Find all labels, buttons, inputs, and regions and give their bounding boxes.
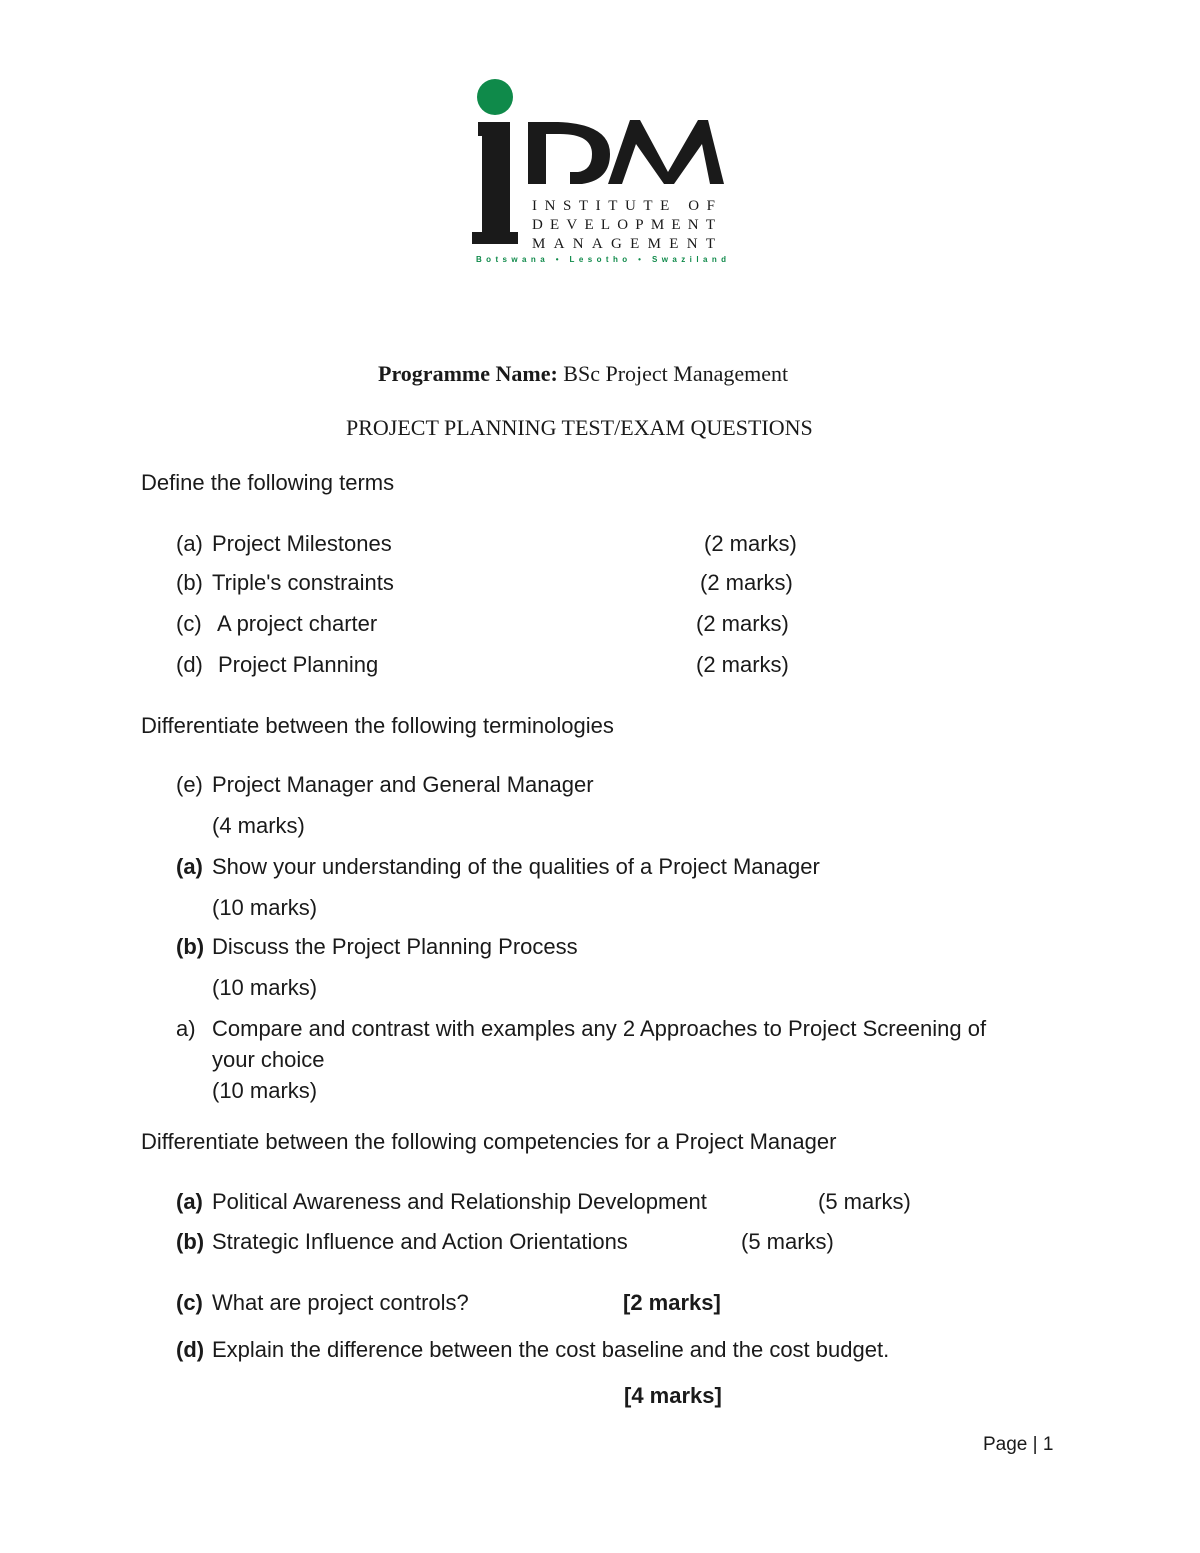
logo-letter-d <box>528 122 610 184</box>
s3-item-marks: [2 marks] <box>623 1290 721 1315</box>
s3-item-label: (a) <box>176 1189 203 1214</box>
s3-item-marks: [4 marks] <box>624 1383 722 1408</box>
logo-letter-m <box>608 120 724 184</box>
programme-value: BSc Project Management <box>557 361 789 386</box>
s1-item-marks: (2 marks) <box>696 611 789 636</box>
s1-item-text: Project Milestones <box>212 531 392 556</box>
s2-item-marks: (10 marks) <box>212 975 318 1000</box>
section3-intro: Differentiate between the following competencies for a Project Manager <box>141 1129 837 1154</box>
s3-item-text: What are project controls? <box>212 1290 469 1315</box>
s1-item-marks: (2 marks) <box>704 531 797 556</box>
logo-dot <box>477 79 513 115</box>
s2-item-text: Discuss the Project Planning Process <box>212 934 578 959</box>
s3-item-marks: (5 marks) <box>818 1189 911 1214</box>
s3-item-text: Explain the difference between the cost baseline and the cost budget. <box>212 1337 890 1362</box>
s2-item-marks: (10 marks) <box>212 895 318 920</box>
s2-item-marks: (10 marks) <box>212 1078 318 1103</box>
s2-item-label: (e) <box>176 772 203 797</box>
page-number: 1 <box>1042 1434 1054 1455</box>
s3-item-text: Political Awareness and Relationship Development <box>212 1189 707 1214</box>
s3-item-marks: (5 marks) <box>741 1229 834 1254</box>
s1-item-marks: (2 marks) <box>696 652 789 677</box>
page-label: Page <box>983 1434 1028 1455</box>
s2-item-label: a) <box>176 1016 196 1041</box>
section1-intro: Define the following terms <box>141 470 395 495</box>
logo-line-2: DEVELOPMENT <box>532 217 722 233</box>
s1-item-text: A project charter <box>217 611 378 636</box>
programme-line <box>378 361 788 387</box>
s1-item-text: Triple's constraints <box>212 570 394 595</box>
page-separator: | <box>1032 1434 1038 1455</box>
s1-item-marks: (2 marks) <box>700 570 793 595</box>
section2-intro: Differentiate between the following terminologies <box>141 713 614 738</box>
s1-item-label: (d) <box>176 652 203 677</box>
logo-countries: Botswana • Lesotho • Swaziland <box>476 255 726 264</box>
s3-item-label: (c) <box>176 1290 203 1315</box>
s1-item-label: (b) <box>176 570 203 595</box>
s2-item-label: (a) <box>176 854 203 879</box>
s2-item-text: Show your understanding of the qualities of a Project Manager <box>212 854 820 879</box>
s3-item-text: Strategic Influence and Action Orientations <box>212 1229 628 1254</box>
s3-item-label: (d) <box>176 1337 205 1362</box>
exam-title: PROJECT PLANNING TEST/EXAM QUESTIONS <box>346 415 813 440</box>
idm-logo <box>470 72 732 264</box>
page-footer <box>983 1434 1053 1456</box>
s2-item-marks: (4 marks) <box>212 813 305 838</box>
s2-item-text: Compare and contrast with examples any 2 Approaches to Project Screening of <box>212 1016 987 1041</box>
programme-label: Programme Name: <box>378 361 558 386</box>
logo-letter-i <box>472 122 518 244</box>
logo-line-1: INSTITUTE OF <box>532 198 722 214</box>
s1-item-text: Project Planning <box>218 652 379 677</box>
s1-item-label: (a) <box>176 531 203 556</box>
s2-item-label: (b) <box>176 934 205 959</box>
s1-item-label: (c) <box>176 611 202 636</box>
s3-item-label: (b) <box>176 1229 205 1254</box>
s2-item-text: Project Manager and General Manager <box>212 772 594 797</box>
s2-item-text-cont: your choice <box>212 1047 325 1072</box>
logo-line-3: MANAGEMENT <box>532 236 722 252</box>
